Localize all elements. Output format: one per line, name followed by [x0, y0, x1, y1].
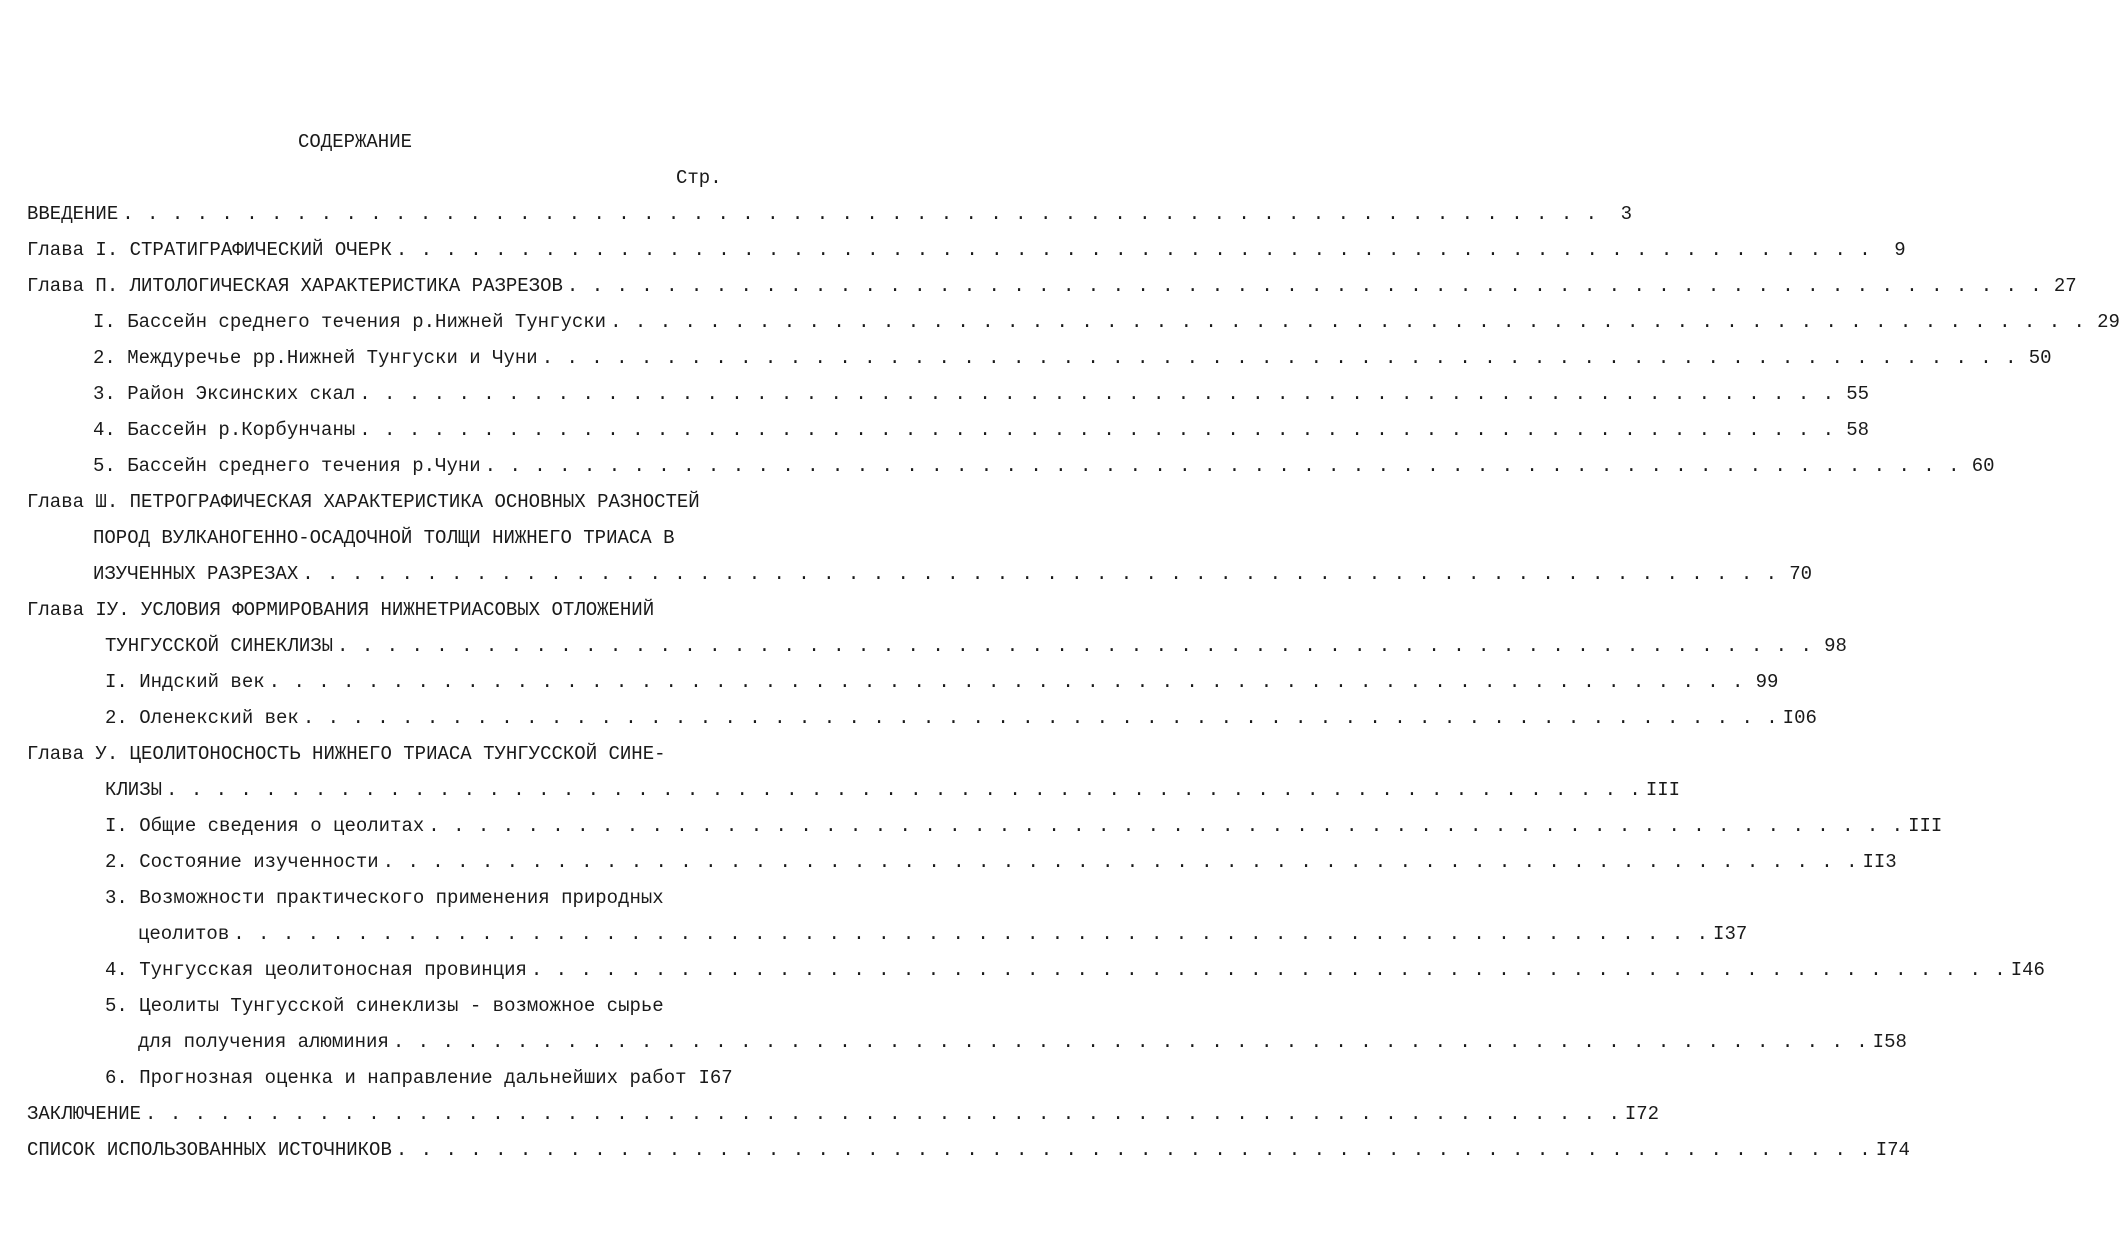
toc-entry-text: 3. Район Эксинских скал: [93, 383, 356, 405]
toc-entry-text: ПОРОД ВУЛКАНОГЕННО-ОСАДОЧНОЙ ТОЛЩИ НИЖНЕГО ТРИАСА В: [93, 527, 675, 549]
toc-leader-dots: . . . . . . . . . . . . . . . . . . . . . . . . . . . . . . . . . . . . . . . . . . . . . . . . . . . . . . . . . . . .: [145, 1103, 1621, 1125]
toc-entry-page: I72: [1624, 1103, 1660, 1125]
toc-entry: [93, 448, 1995, 484]
toc-entry-page: III: [1645, 779, 1681, 801]
toc-entry-page: 3: [1620, 203, 1633, 225]
toc-entry-page: 29: [2097, 311, 2120, 333]
toc-entry: [27, 268, 2077, 304]
toc-entry: [27, 1096, 1660, 1132]
toc-entry: [105, 952, 2045, 988]
toc-leader-dots: . . . . . . . . . . . . . . . . . . . . . . . . . . . . . . . . . . . . . . . . . . . . . . . . . . . . . . . . . . . .: [302, 563, 1779, 585]
toc-entry: [105, 628, 1847, 664]
toc-leader-dots: . . . . . . . . . . . . . . . . . . . . . . . . . . . . . . . . . . . . . . . . . . . . . . . . . . . . . . . . . . . .: [359, 383, 1836, 405]
toc-leader-dots: . . . . . . . . . . . . . . . . . . . . . . . . . . . . . . . . . . . . . . . . . . . . . . . . . . . . . . . . . . . .: [359, 419, 1836, 441]
toc-leader-dots: . . . . . . . . . . . . . . . . . . . . . . . . . . . . . . . . . . . . . . . . . . . . . . . . . . . . . . . . . . . .: [337, 635, 1813, 657]
toc-entry-text: ЗАКЛЮЧЕНИЕ: [27, 1103, 142, 1125]
toc-entry-text: I. Общие сведения о цеолитах: [105, 815, 425, 837]
toc-entry-text: СПИСОК ИСПОЛЬЗОВАННЫХ ИСТОЧНИКОВ: [27, 1139, 392, 1161]
toc-entry: [105, 772, 1681, 808]
toc-entry-text: КЛИЗЫ: [105, 779, 163, 801]
toc-entry-text: Глава П. ЛИТОЛОГИЧЕСКАЯ ХАРАКТЕРИСТИКА РАЗРЕЗОВ: [27, 275, 563, 297]
toc-leader-dots: . . . . . . . . . . . . . . . . . . . . . . . . . . . . . . . . . . . . . . . . . . . . . . . . . . . . . . . . . . . .: [541, 347, 2018, 369]
toc-leader-dots: . . . . . . . . . . . . . . . . . . . . . . . . . . . . . . . . . . . . . . . . . . . . . . . . . . . . . . . . . . . .: [530, 959, 2007, 981]
toc-entry-text: I. Бассейн среднего течения р.Нижней Тунгуски: [93, 311, 607, 333]
page-column-label: Стр.: [676, 167, 722, 189]
toc-leader-dots: . . . . . . . . . . . . . . . . . . . . . . . . . . . . . . . . . . . . . . . . . . . . . . . . . . . . . . . . . . . .: [428, 815, 1905, 837]
toc-entry-page: 58: [1846, 419, 1870, 441]
toc-leader-dots: . . . . . . . . . . . . . . . . . . . . . . . . . . . . . . . . . . . . . . . . . . . . . . . . . . . . . . . . . . . .: [392, 1031, 1869, 1053]
toc-entry-text: 4. Бассейн р.Корбунчаны: [93, 419, 356, 441]
toc-entry-text: 2. Состояние изученности: [105, 851, 379, 873]
toc-entry-text: ТУНГУССКОЙ СИНЕКЛИЗЫ: [105, 635, 334, 657]
toc-entry-page: 98: [1824, 635, 1847, 657]
toc-entry-page: 50: [2028, 347, 2052, 369]
toc-entry-text: I. Индский век: [105, 671, 265, 693]
toc-entry-page: III: [1908, 815, 1943, 837]
toc-entry-text: 2. Междуречье рр.Нижней Тунгуски и Чуни: [93, 347, 538, 369]
toc-entry-page: 99: [1755, 671, 1779, 693]
toc-entry: [105, 664, 1779, 700]
toc-entry-text: ИЗУЧЕННЫХ РАЗРЕЗАХ: [93, 563, 299, 585]
toc-entry-text: 2. Оленекский век: [105, 707, 299, 729]
toc-entry: [105, 988, 702, 1024]
toc-entry: [93, 376, 1870, 412]
toc-entry-page: I74: [1875, 1139, 1910, 1161]
toc-entry-text: 5. Цеолиты Тунгусской синеклизы - возможное сырье: [105, 995, 664, 1017]
toc-entry: [105, 880, 702, 916]
toc-entry-text: Глава Ш. ПЕТРОГРАФИЧЕСКАЯ ХАРАКТЕРИСТИКА ОСНОВНЫХ РАЗНОСТЕЙ: [27, 491, 700, 513]
toc-leader-dots: . . . . . . . . . . . . . . . . . . . . . . . . . . . . . . . . . . . . . . . . . . . . . . . . . . . . . . . . . . . .: [395, 1139, 1872, 1161]
toc-entry: [93, 340, 2052, 376]
page-title: СОДЕРЖАНИЕ: [297, 131, 413, 153]
toc-entry: [105, 808, 1943, 844]
toc-leader-dots: . . . . . . . . . . . . . . . . . . . . . . . . . . . . . . . . . . . . . . . . . . . . . . . . . . . . . . . . . . . .: [166, 779, 1642, 801]
toc-entry: [27, 736, 702, 772]
toc-entry-text: для получения алюминия: [138, 1031, 389, 1053]
toc-entry-text: 4. Тунгусская цеолитоносная провинция: [105, 959, 527, 981]
toc-entry: [27, 196, 1633, 232]
toc-entry-page: II3: [1862, 851, 1897, 873]
toc-entry-text: цеолитов: [138, 923, 230, 945]
toc-entry-text: Глава У. ЦЕОЛИТОНОСНОСТЬ НИЖНЕГО ТРИАСА ТУНГУССКОЙ СИНЕ-: [27, 743, 666, 765]
toc-entry: [93, 556, 1813, 592]
toc-entry-text: 3. Возможности практического применения природных: [105, 887, 664, 909]
toc-leader-dots: . . . . . . . . . . . . . . . . . . . . . . . . . . . . . . . . . . . . . . . . . . . . . . . . . . . . . . . . . . . .: [610, 311, 2086, 333]
toc-entry-page: I06: [1782, 707, 1817, 729]
toc-entry-page: 27: [2053, 275, 2077, 297]
toc-entry-page: I46: [2010, 959, 2045, 981]
toc-leader-dots: . . . . . . . . . . . . . . . . . . . . . . . . . . . . . . . . . . . . . . . . . . . . . . . . . . . . . . . . . . . .: [484, 455, 1961, 477]
toc-entry-page: 70: [1789, 563, 1813, 585]
toc-entry-text: 6. Прогнозная оценка и направление дальнейших работ: [105, 1067, 687, 1089]
toc-entry: [93, 520, 702, 556]
toc-entry: [138, 916, 1748, 952]
toc-entry-page: 60: [1971, 455, 1995, 477]
toc-leader-dots: . . . . . . . . . . . . . . . . . . . . . . . . . . . . . . . . . . . . . . . . . . . . . . . . . . . . . . . . . . . .: [566, 275, 2043, 297]
toc-entry: [27, 1132, 1910, 1168]
toc-entry-page: I67: [698, 1067, 733, 1089]
toc-entry-page: I58: [1872, 1031, 1907, 1053]
toc-entry: [105, 844, 1897, 880]
toc-leader-dots: . . . . . . . . . . . . . . . . . . . . . . . . . . . . . . . . . . . . . . . . . . . . . . . . . . . . . . . . . . . .: [382, 851, 1859, 873]
toc-entry-text: ВВЕДЕНИЕ: [27, 203, 119, 225]
toc-entry: [93, 412, 1870, 448]
toc-entry-page: 9: [1894, 239, 1906, 261]
toc-entry-page: 55: [1846, 383, 1870, 405]
toc-leader-dots: . . . . . . . . . . . . . . . . . . . . . . . . . . . . . . . . . . . . . . . . . . . . . . . . . . . . . . . . . . . .: [395, 239, 1872, 261]
toc-leader-dots: . . . . . . . . . . . . . . . . . . . . . . . . . . . . . . . . . . . . . . . . . . . . . . . . . . . . . . . . . . . .: [233, 923, 1710, 945]
toc-entry: [27, 232, 1906, 268]
toc-entry: [27, 592, 702, 628]
toc-entry-text: 5. Бассейн среднего течения р.Чуни: [93, 455, 481, 477]
toc-entry-text: Глава IУ. УСЛОВИЯ ФОРМИРОВАНИЯ НИЖНЕТРИАСОВЫХ ОТЛОЖЕНИЙ: [27, 599, 655, 621]
toc-entry-text: Глава I. СТРАТИГРАФИЧЕСКИЙ ОЧЕРК: [27, 239, 392, 261]
toc-entry-page: I37: [1713, 923, 1748, 945]
toc-entry: [93, 304, 2120, 340]
toc-leader-dots: . . . . . . . . . . . . . . . . . . . . . . . . . . . . . . . . . . . . . . . . . . . . . . . . . . . . . . . . . . . .: [302, 707, 1779, 729]
toc-entry: [105, 700, 1817, 736]
toc-leader-dots: . . . . . . . . . . . . . . . . . . . . . . . . . . . . . . . . . . . . . . . . . . . . . . . . . . . . . . . . . . . .: [268, 671, 1745, 693]
toc-leader-dots: . . . . . . . . . . . . . . . . . . . . . . . . . . . . . . . . . . . . . . . . . . . . . . . . . . . . . . . . . . . .: [122, 203, 1599, 225]
toc-entry: [105, 1060, 733, 1096]
toc-entry: [27, 484, 702, 520]
toc-entry: [138, 1024, 1907, 1060]
